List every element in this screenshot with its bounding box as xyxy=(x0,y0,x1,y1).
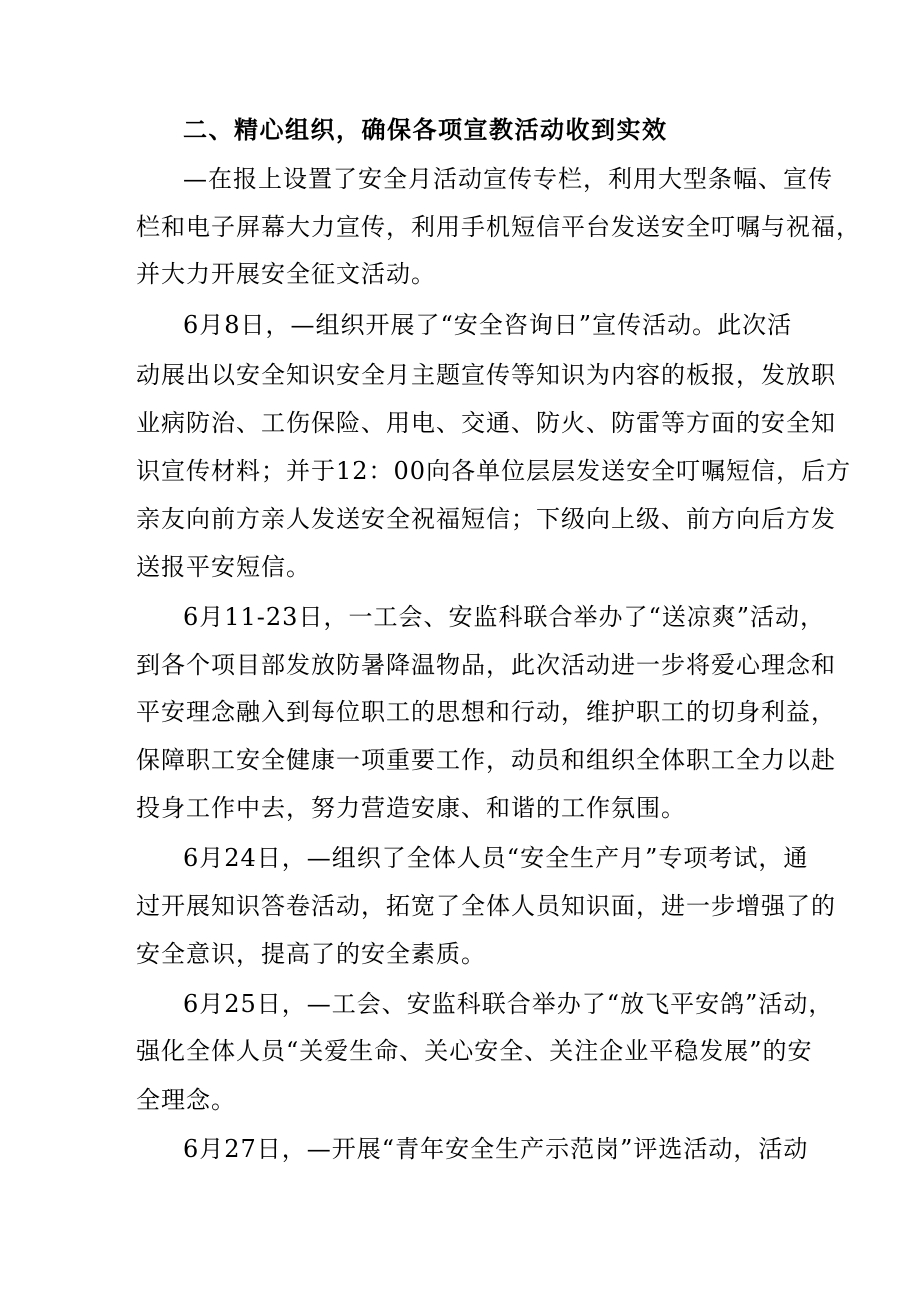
paragraph-line: 6月25日，—工会、安监科联合举办了“放飞平安鸽”活动， xyxy=(183,990,834,1018)
paragraph-line: 平安理念融入到每位职工的思想和行动，维护职工的切身利益， xyxy=(136,698,836,726)
paragraph-line: —在报上设置了安全月活动宣传专栏，利用大型条幅、宣传 xyxy=(183,165,833,193)
section-heading: 二、精心组织，确保各项宣教活动收到实效 xyxy=(183,116,668,144)
paragraph-line: 栏和电子屏幕大力宣传，利用手机短信平台发送安全叮嘱与祝福， xyxy=(136,213,861,241)
paragraph-line: 业病防治、工伤保险、用电、交通、防火、防雷等方面的安全知 xyxy=(136,409,836,437)
paragraph-line: 投身工作中去，努力营造安康、和谐的工作氛围。 xyxy=(136,794,686,822)
paragraph-line: 6月11-23日，一工会、安监科联合举办了“送凉爽”活动， xyxy=(183,603,825,631)
paragraph-line: 到各个项目部发放防暑降温物品，此次活动进一步将爱心理念和 xyxy=(136,651,836,679)
paragraph-line: 6月24日，—组织了全体人员“安全生产月”专项考试，通 xyxy=(183,844,809,872)
paragraph-line: 亲友向前方亲人发送安全祝福短信；下级向上级、前方向后方发 xyxy=(136,505,836,533)
paragraph-line: 动展出以安全知识安全月主题宣传等知识为内容的板报，发放职 xyxy=(136,361,836,389)
paragraph-line: 保障职工安全健康一项重要工作，动员和组织全体职工全力以赴 xyxy=(136,746,836,774)
paragraph-line: 过开展知识答卷活动，拓宽了全体人员知识面，进一步增强了的 xyxy=(136,892,836,920)
paragraph-line: 全理念。 xyxy=(136,1086,236,1114)
paragraph-line: 识宣传材料；并于12：00向各单位层层发送安全叮嘱短信，后方 xyxy=(136,457,852,485)
paragraph-line: 强化全体人员“关爱生命、关心安全、关注企业平稳发展”的安 xyxy=(136,1037,813,1065)
paragraph-line: 并大力开展安全征文活动。 xyxy=(136,260,436,288)
paragraph-line: 送报平安短信。 xyxy=(136,553,311,581)
paragraph-line: 安全意识，提高了的安全素质。 xyxy=(136,940,486,968)
paragraph-line: 6月27日，—开展“青年安全生产示范岗”评选活动，活动 xyxy=(183,1135,809,1163)
paragraph-line: 6月8日，—组织开展了“安全咨询日”宣传活动。此次活 xyxy=(183,311,793,339)
